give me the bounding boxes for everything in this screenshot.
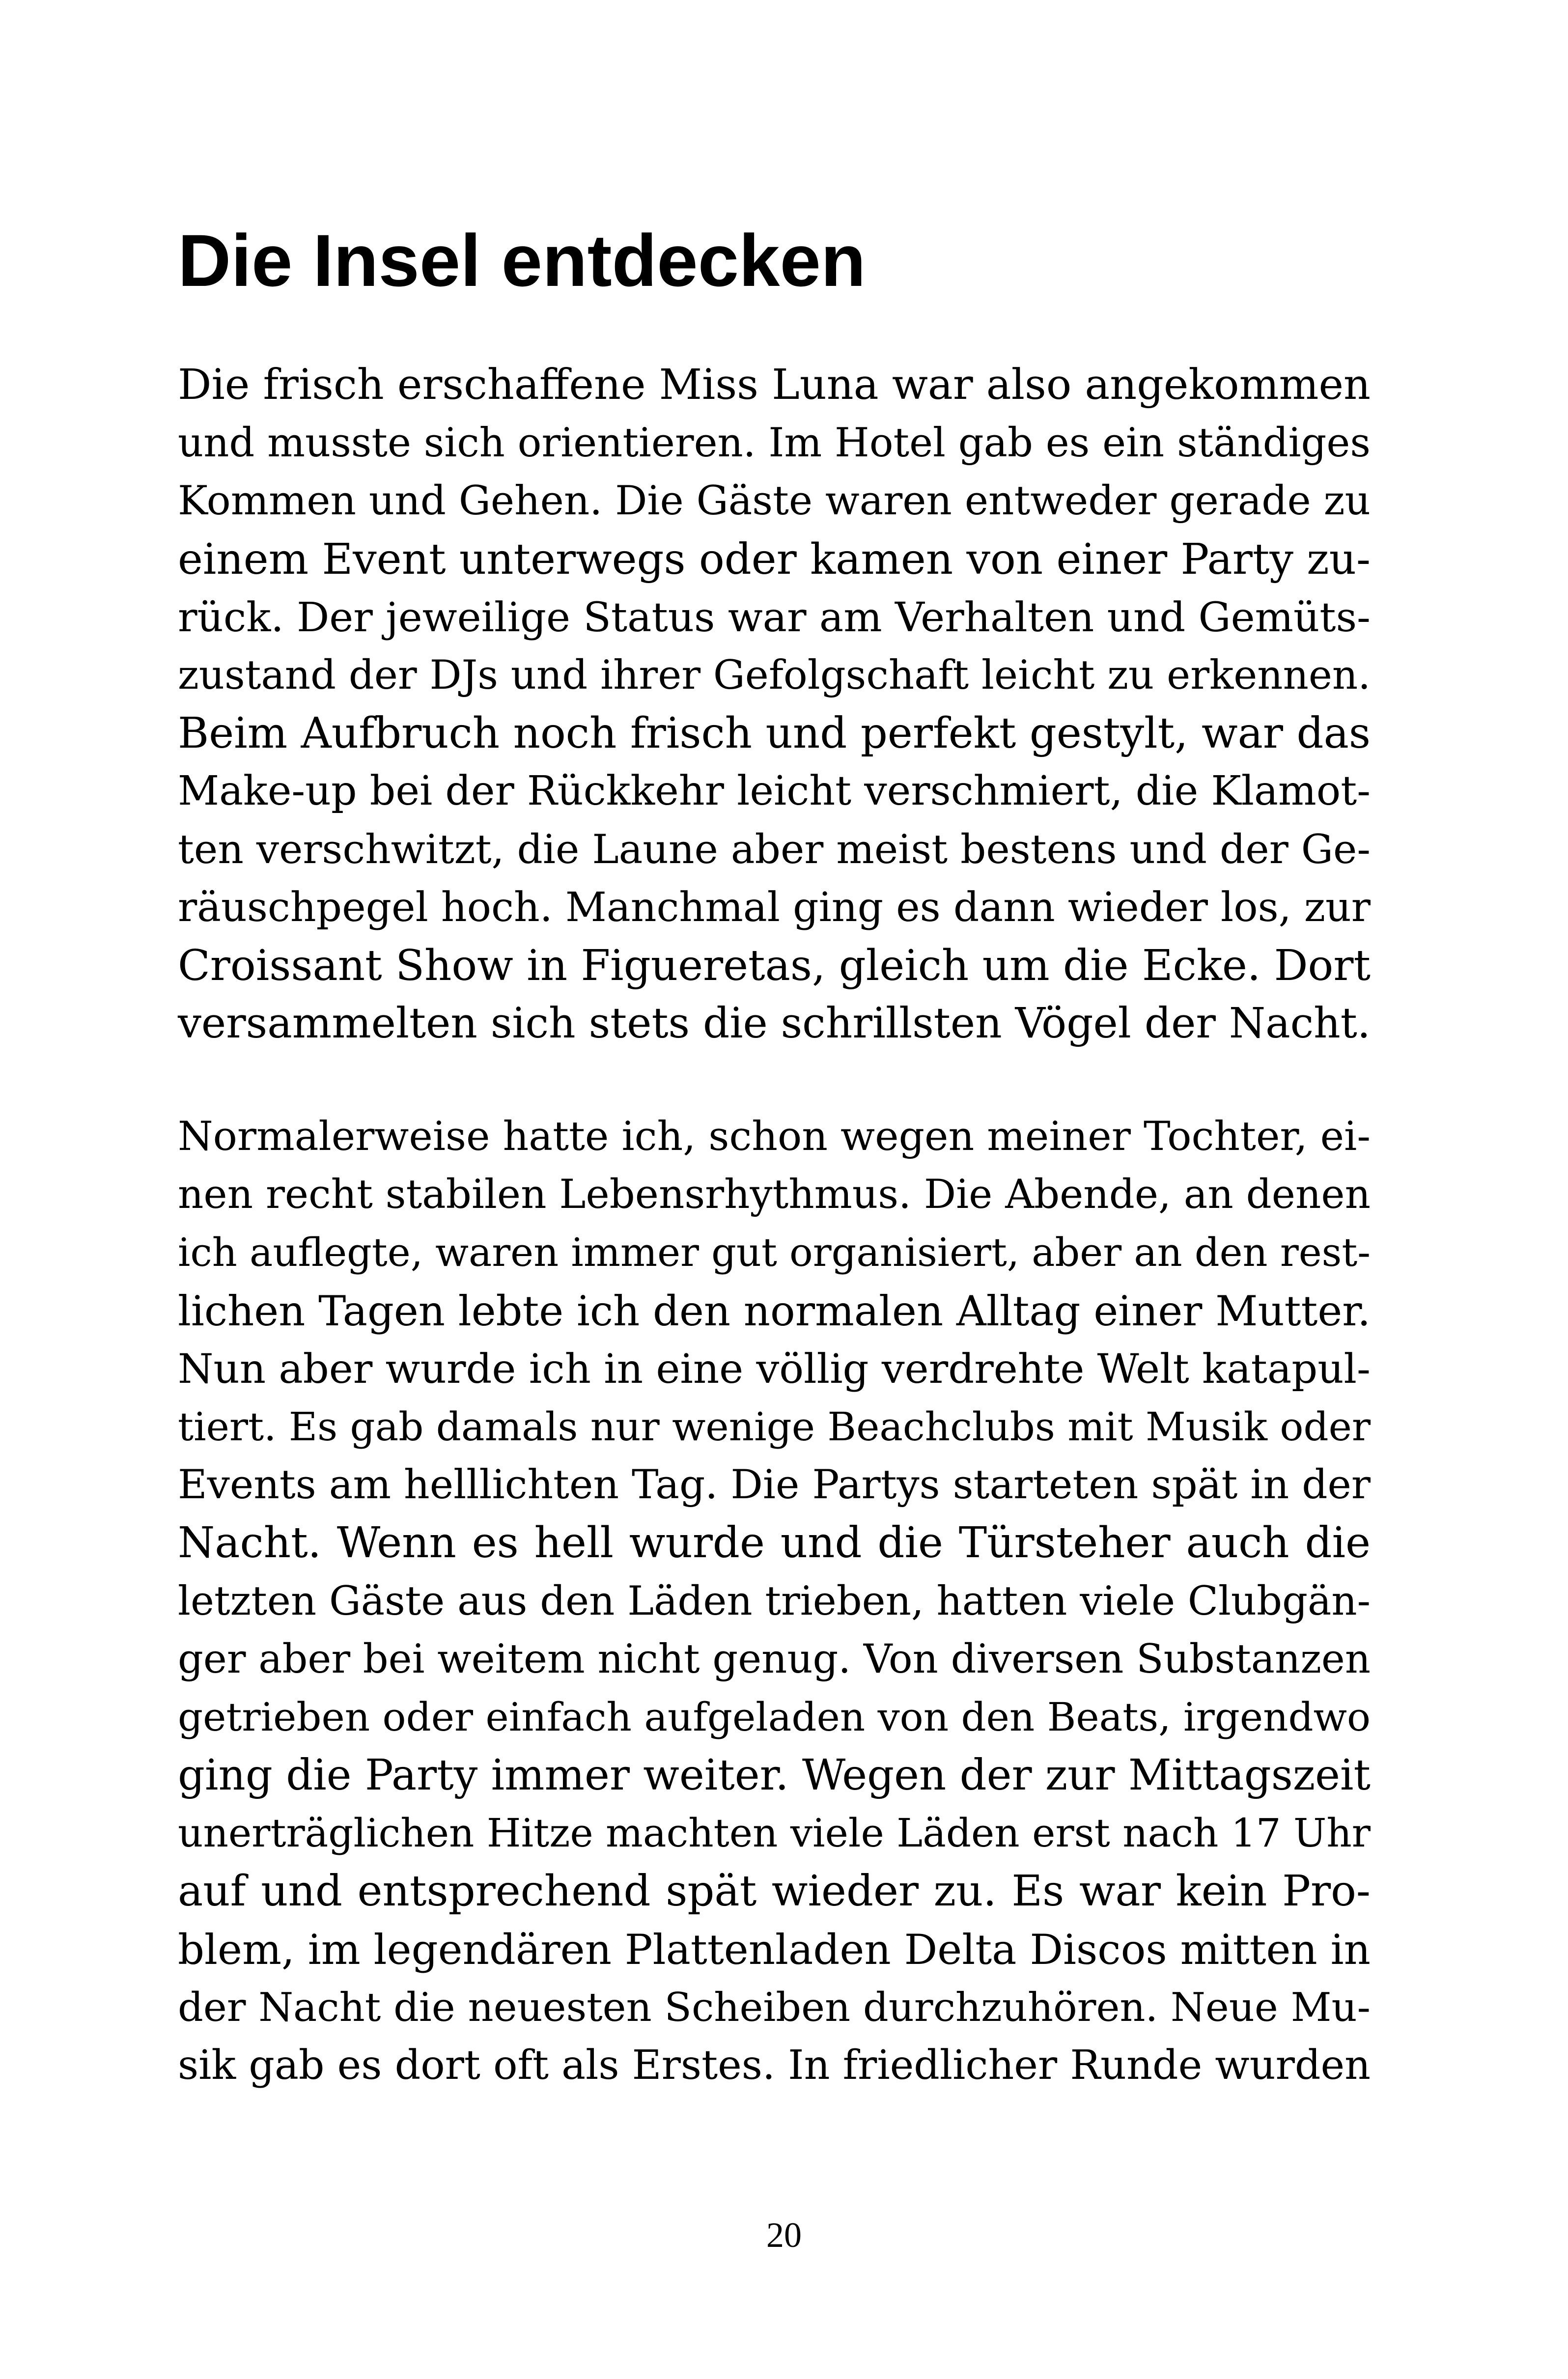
text-line: Nun aber wurde ich in eine völlig verdrehte Welt katapul-: [178, 1344, 1371, 1393]
text-line: Events am helllichten Tag. Die Partys starteten spät in der: [178, 1461, 1371, 1509]
text-line: unerträglichen Hitze machten viele Läden erst nach 17 Uhr: [178, 1810, 1371, 1856]
text-line: ging die Party immer weiter. Wegen der zur Mittagszeit: [178, 1751, 1371, 1800]
text-line: Die frisch erschaffene Miss Luna war also angekommen: [178, 361, 1371, 409]
text-line: Kommen und Gehen. Die Gäste waren entweder gerade zu: [178, 477, 1371, 525]
text-line: einem Event unterwegs oder kamen von einer Party zu-: [178, 534, 1371, 584]
text-line: Make-up bei der Rückkehr leicht verschmiert, die Klamot-: [178, 768, 1371, 815]
text-line: zustand der DJs und ihrer Gefolgschaft leicht zu erkennen.: [178, 652, 1371, 699]
text-line: Nacht. Wenn es hell wurde und die Türsteher auch die: [178, 1518, 1371, 1568]
text-line: der Nacht die neuesten Scheiben durchzuhören. Neue Mu-: [178, 1984, 1371, 2031]
text-line: tiert. Es gab damals nur wenige Beachclubs mit Musik oder: [178, 1403, 1371, 1450]
text-line: ger aber bei weitem nicht genug. Von diversen Substanzen: [178, 1636, 1371, 1682]
chapter-title: Die Insel entdecken: [178, 219, 866, 302]
text-line: Croissant Show in Figueretas, gleich um die Ecke. Dort: [178, 941, 1371, 990]
text-line: Beim Aufbruch noch frisch und perfekt gestylt, war das: [178, 709, 1371, 758]
text-line: blem, im legendären Plattenladen Delta Discos mitten in: [178, 1925, 1371, 1974]
text-line: räuschpegel hoch. Manchmal ging es dann wieder los, zur: [178, 884, 1371, 931]
text-line: lichen Tagen lebte ich den normalen Alltag einer Mutter.: [178, 1287, 1371, 1335]
text-line: nen recht stabilen Lebensrhythmus. Die Abende, an denen: [178, 1171, 1371, 1218]
text-line: sik gab es dort oft als Erstes. In friedlicher Runde wurden: [178, 2042, 1371, 2089]
text-line: und musste sich orientieren. Im Hotel gab es ein ständiges: [178, 420, 1371, 467]
text-line: getrieben oder einfach aufgeladen von den Beats, irgendwo: [178, 1694, 1371, 1740]
text-line: rück. Der jeweilige Status war am Verhalten und Gemüts-: [178, 593, 1371, 641]
text-line: auf und entsprechend spät wieder zu. Es war kein Pro-: [178, 1867, 1371, 1916]
text-line: versammelten sich stets die schrillsten Vögel der Nacht.: [178, 999, 1371, 1048]
text-line: letzten Gäste aus den Läden trieben, hatten viele Clubgän-: [178, 1578, 1371, 1624]
page-number: 20: [766, 2215, 802, 2255]
text-line: Normalerweise hatte ich, schon wegen meiner Tochter, ei-: [178, 1113, 1371, 1160]
paragraph: [178, 1108, 1371, 2095]
text-line: ten verschwitzt, die Laune aber meist bestens und der Ge-: [178, 826, 1371, 873]
text-line: ich auflegte, waren immer gut organisiert, aber an den rest-: [178, 1230, 1371, 1276]
paragraph: [178, 356, 1371, 1053]
